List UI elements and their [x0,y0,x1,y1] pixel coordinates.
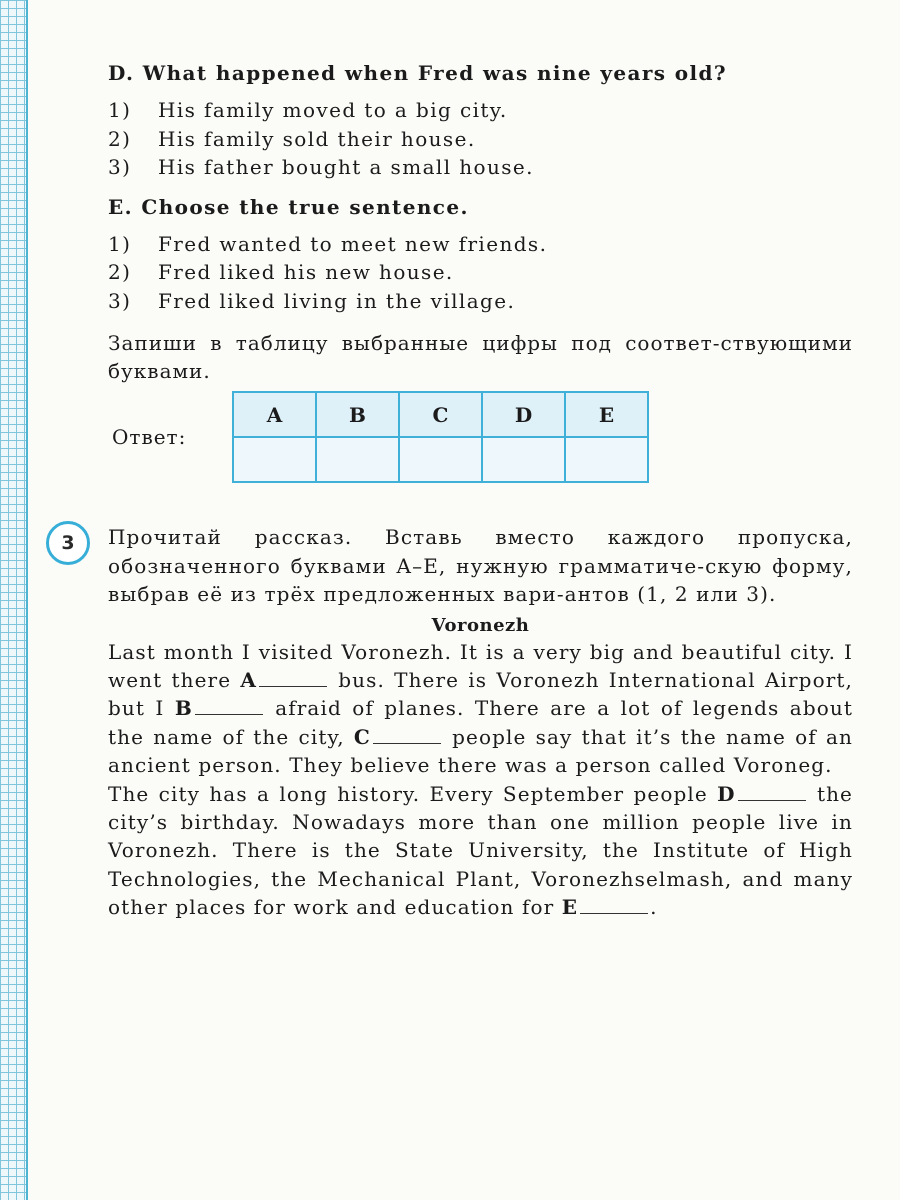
blank-d-letter: D [717,781,736,806]
option-number: 1) [108,98,132,122]
answer-header-a: A [233,392,316,437]
option-text: Fred liked his new house. [158,260,454,284]
option-text: Fred wanted to meet new friends. [158,231,548,256]
blank-a-letter: A [240,667,257,692]
question-e-option-3 [108,287,853,316]
question-d-option-3 [108,153,853,182]
option-number: 2) [108,126,132,151]
notebook-grid-margin [0,0,28,1200]
task-3 [61,523,853,922]
blank-b-line[interactable] [195,696,263,715]
question-e [108,192,853,316]
story-paragraph-1 [108,638,853,780]
question-d-option-1 [108,96,853,125]
answer-header-b: B [316,392,399,437]
blank-d-line[interactable] [738,782,806,801]
answer-section [108,391,853,489]
option-number: 2) [108,260,132,284]
story-fragment: afraid of planes. There are a lot of legends about the name of the city, [108,696,853,749]
story-fragment: Last month I visited Voronezh. It is a very big and beautiful city. I went there [108,639,853,692]
story-title: Voronezh [431,614,530,636]
answer-header-c: C [399,392,482,437]
answer-cell-a[interactable] [233,437,316,482]
blank-c-line[interactable] [373,725,441,744]
question-d-heading: D. What happened when Fred was nine years old? [108,61,728,85]
task-3-instruction: Прочитай рассказ. Вставь вместо каждого пропуска, обозначенного буквами A–E, нужную грамматиче-скую форму, выбрав её из трёх предложенных вари-антов (1, 2 или 3). [108,525,853,606]
question-e-heading: E. Choose the true sentence. [108,194,469,219]
table-instruction: Запиши в таблицу выбранные цифры под соответ-ствующими буквами. [108,331,853,383]
option-text: His father bought a small house. [158,155,534,179]
blank-e-line[interactable] [580,895,648,914]
option-text: His family moved to a big city. [158,98,508,122]
story-paragraph-2 [108,780,853,922]
answer-cell-c[interactable] [399,437,482,482]
blank-a-line[interactable] [259,668,327,687]
question-e-option-2 [108,258,853,287]
option-text: His family sold their house. [158,126,476,151]
blank-b-letter: B [174,696,193,721]
question-e-option-1 [108,230,853,259]
option-text: Fred liked living in the village. [158,288,516,313]
page-content [61,58,853,922]
blank-e-letter: E [561,895,579,920]
option-number: 1) [108,231,132,256]
story-fragment: people say that it’s the name of an ancient person. They believe there was a person called Voroneg. [108,724,853,778]
task-number-badge: 3 [46,521,90,565]
question-d-option-2 [108,125,853,154]
question-d [108,58,853,182]
option-number: 3) [108,155,132,179]
answer-cell-d[interactable] [482,437,565,482]
story-fragment: The city has a long history. Every September people [108,781,708,806]
story-text [108,638,853,922]
answer-table [232,391,649,483]
story-fragment: bus. There is Voronezh International Airport, but I [108,667,853,721]
answer-label: Ответ: [112,425,187,449]
story-fragment: . [650,895,658,920]
answer-cell-e[interactable] [565,437,648,482]
story-fragment: the city’s birthday. Nowadays more than one million people live in Voronezh. There is the State University, the Institute of High Technologies, the Mechanical Plant, Voronezhselmash, and many other places for work and education for [108,781,853,920]
blank-c-letter: C [353,724,371,749]
answer-header-d: D [482,392,565,437]
answer-header-e: E [565,392,648,437]
answer-cell-b[interactable] [316,437,399,482]
option-number: 3) [108,288,132,313]
